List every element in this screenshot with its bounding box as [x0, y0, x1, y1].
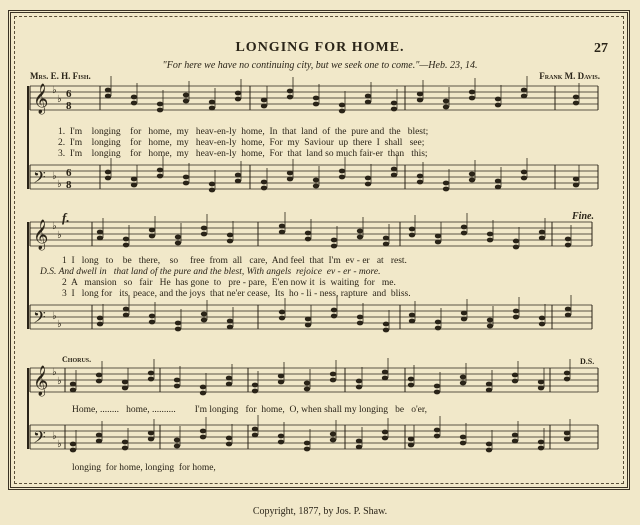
note-head — [417, 98, 423, 103]
note-head — [461, 311, 467, 316]
flat-icon: ♭ — [57, 94, 62, 105]
note-head — [331, 308, 337, 313]
note-head — [305, 323, 311, 328]
note-head — [304, 447, 310, 452]
note-head — [252, 383, 258, 388]
note-head — [434, 428, 440, 433]
note-head — [330, 438, 336, 443]
note-head — [174, 378, 180, 383]
note-head — [261, 104, 267, 109]
flat-icon: ♭ — [52, 367, 57, 378]
note-head — [252, 433, 258, 438]
note-head — [434, 434, 440, 439]
note-head — [175, 327, 181, 332]
note-head — [235, 179, 241, 184]
note-head — [461, 231, 467, 236]
note-head — [339, 169, 345, 174]
note-head — [123, 307, 129, 312]
note-head — [409, 319, 415, 324]
note-head — [157, 168, 163, 173]
note-head — [357, 235, 363, 240]
note-head — [122, 386, 128, 391]
note-head — [279, 310, 285, 315]
note-head — [521, 176, 527, 181]
note-head — [521, 94, 527, 99]
note-head — [391, 101, 397, 106]
note-head — [487, 318, 493, 323]
note-head — [96, 373, 102, 378]
note-head — [512, 373, 518, 378]
note-head — [174, 384, 180, 389]
note-head — [417, 180, 423, 185]
flat-icon: ♭ — [52, 85, 57, 96]
composer-credit: Frank M. Davis. — [539, 71, 600, 81]
note-head — [391, 107, 397, 112]
note-head — [487, 238, 493, 243]
note-head — [356, 385, 362, 390]
note-head — [565, 243, 571, 248]
note-head — [339, 175, 345, 180]
bass-clef-icon: 𝄢 — [33, 167, 46, 191]
note-head — [287, 177, 293, 182]
note-head — [105, 88, 111, 93]
note-head — [287, 89, 293, 94]
note-head — [356, 445, 362, 450]
note-head — [313, 184, 319, 189]
note-head — [356, 379, 362, 384]
fine-marking: Fine. — [572, 211, 594, 222]
note-head — [512, 433, 518, 438]
note-head — [521, 88, 527, 93]
note-head — [97, 316, 103, 321]
note-head — [391, 167, 397, 172]
note-head — [96, 433, 102, 438]
note-head — [435, 320, 441, 325]
note-head — [539, 236, 545, 241]
note-head — [157, 174, 163, 179]
note-head — [174, 438, 180, 443]
verse2-ds-line: D.S. And dwell in that land of the pure and the blest, With angels rejoice ev - er - more. — [40, 267, 381, 277]
note-head — [469, 96, 475, 101]
verse-line-1: 1. I'm longing for home, my heav-en-ly home, In that land of the pure and the blest; — [58, 127, 429, 137]
note-head — [96, 379, 102, 384]
note-head — [539, 322, 545, 327]
note-head — [417, 92, 423, 97]
note-head — [226, 442, 232, 447]
note-head — [97, 236, 103, 241]
note-head — [279, 316, 285, 321]
note-head — [227, 325, 233, 330]
note-head — [148, 371, 154, 376]
note-head — [148, 437, 154, 442]
note-head — [227, 233, 233, 238]
note-head — [365, 100, 371, 105]
note-head — [209, 182, 215, 187]
note-head — [70, 388, 76, 393]
note-head — [227, 239, 233, 244]
note-head — [183, 93, 189, 98]
note-head — [305, 237, 311, 242]
note-head — [304, 387, 310, 392]
note-head — [235, 91, 241, 96]
note-head — [330, 378, 336, 383]
note-head — [209, 100, 215, 105]
note-head — [331, 238, 337, 243]
note-head — [357, 229, 363, 234]
note-head — [149, 320, 155, 325]
note-head — [304, 441, 310, 446]
note-head — [331, 314, 337, 319]
note-head — [460, 441, 466, 446]
note-head — [330, 432, 336, 437]
note-head — [409, 233, 415, 238]
note-head — [565, 307, 571, 312]
note-head — [174, 444, 180, 449]
note-head — [538, 380, 544, 385]
note-head — [157, 102, 163, 107]
note-head — [443, 99, 449, 104]
note-head — [564, 431, 570, 436]
note-head — [305, 231, 311, 236]
note-head — [434, 390, 440, 395]
note-head — [486, 388, 492, 393]
note-head — [365, 182, 371, 187]
note-head — [495, 103, 501, 108]
note-head — [435, 240, 441, 245]
note-head — [383, 242, 389, 247]
note-head — [252, 427, 258, 432]
note-head — [538, 446, 544, 451]
note-head — [461, 317, 467, 322]
treble-clef-icon: 𝄞 — [33, 84, 49, 114]
note-head — [382, 376, 388, 381]
note-head — [382, 436, 388, 441]
note-head — [409, 313, 415, 318]
note-head — [209, 188, 215, 193]
note-head — [122, 380, 128, 385]
note-head — [539, 316, 545, 321]
time-signature-bottom: 8 — [66, 179, 72, 191]
note-head — [105, 94, 111, 99]
chorus-marking: Chorus. — [62, 355, 92, 364]
note-head — [461, 225, 467, 230]
flat-icon: ♭ — [57, 319, 62, 330]
note-head — [123, 313, 129, 318]
note-head — [565, 237, 571, 242]
note-head — [227, 319, 233, 324]
note-head — [287, 95, 293, 100]
page-number: 27 — [594, 41, 608, 56]
note-head — [235, 173, 241, 178]
note-head — [149, 228, 155, 233]
note-head — [417, 174, 423, 179]
note-head — [279, 230, 285, 235]
note-head — [339, 103, 345, 108]
note-head — [149, 314, 155, 319]
verse2-line-2: 2 A mansion so fair He has gone to pre - pare, E'en now it is waiting for me. — [62, 278, 396, 288]
note-head — [131, 101, 137, 106]
note-head — [200, 391, 206, 396]
note-head — [382, 370, 388, 375]
time-signature-top: 6 — [66, 167, 72, 179]
note-head — [148, 377, 154, 382]
note-head — [565, 313, 571, 318]
note-head — [97, 322, 103, 327]
note-head — [201, 232, 207, 237]
time-signature-bottom: 8 — [66, 100, 72, 112]
note-head — [382, 430, 388, 435]
lyricist-credit: Mrs. E. H. Fish. — [30, 71, 91, 81]
time-signature-top: 6 — [66, 88, 72, 100]
note-head — [365, 176, 371, 181]
note-head — [200, 429, 206, 434]
note-head — [97, 230, 103, 235]
note-head — [513, 315, 519, 320]
note-head — [313, 96, 319, 101]
note-head — [408, 383, 414, 388]
flat-icon: ♭ — [57, 179, 62, 190]
note-head — [435, 326, 441, 331]
note-head — [495, 185, 501, 190]
note-head — [200, 435, 206, 440]
note-head — [564, 437, 570, 442]
note-head — [287, 171, 293, 176]
bass-clef-icon: 𝄢 — [33, 307, 46, 331]
note-head — [538, 440, 544, 445]
note-head — [513, 309, 519, 314]
note-head — [200, 385, 206, 390]
note-head — [70, 448, 76, 453]
note-head — [252, 389, 258, 394]
note-head — [486, 382, 492, 387]
note-head — [564, 371, 570, 376]
note-head — [70, 382, 76, 387]
bass-clef-icon: 𝄢 — [33, 427, 46, 451]
note-head — [435, 234, 441, 239]
note-head — [573, 101, 579, 106]
note-head — [512, 439, 518, 444]
treble-clef-icon: 𝄞 — [33, 366, 49, 396]
note-head — [443, 181, 449, 186]
note-head — [278, 380, 284, 385]
note-head — [486, 448, 492, 453]
note-head — [183, 175, 189, 180]
note-head — [105, 176, 111, 181]
chorus-bass-lyrics: longing for home, longing for home, — [72, 463, 216, 473]
treble-clef-icon: 𝄞 — [33, 220, 49, 250]
flat-icon: ♭ — [57, 230, 62, 241]
note-head — [383, 328, 389, 333]
note-head — [495, 179, 501, 184]
note-head — [278, 434, 284, 439]
note-head — [443, 187, 449, 192]
note-head — [148, 431, 154, 436]
note-head — [305, 317, 311, 322]
verse2-line-1: 1 I long to be there, so free from all care, And feel that I'm ev - er at rest. — [62, 256, 407, 266]
note-head — [573, 177, 579, 182]
note-head — [391, 173, 397, 178]
note-head — [226, 382, 232, 387]
note-head — [408, 437, 414, 442]
note-head — [261, 180, 267, 185]
chorus-treble-lyrics: Home, ........ home, .......... I'm longing for home, O, when shall my longing be o'er, — [72, 405, 428, 415]
note-head — [313, 178, 319, 183]
note-head — [538, 386, 544, 391]
note-head — [365, 94, 371, 99]
flat-icon: ♭ — [57, 376, 62, 387]
scripture-epigraph: "For here we have no continuing city, but we seek one to come."—Heb. 23, 14. — [162, 60, 478, 71]
note-head — [408, 443, 414, 448]
note-head — [469, 90, 475, 95]
note-head — [356, 439, 362, 444]
note-head — [460, 435, 466, 440]
note-head — [521, 170, 527, 175]
note-head — [278, 440, 284, 445]
note-head — [96, 439, 102, 444]
note-head — [513, 239, 519, 244]
note-head — [261, 98, 267, 103]
note-head — [357, 321, 363, 326]
note-head — [70, 442, 76, 447]
note-head — [330, 372, 336, 377]
flat-icon: ♭ — [57, 439, 62, 450]
note-head — [175, 321, 181, 326]
note-head — [131, 95, 137, 100]
forte-marking: f. — [62, 210, 70, 225]
note-head — [512, 379, 518, 384]
note-head — [313, 102, 319, 107]
note-head — [460, 375, 466, 380]
note-head — [469, 172, 475, 177]
note-head — [131, 183, 137, 188]
note-head — [105, 170, 111, 175]
flat-icon: ♭ — [52, 221, 57, 232]
note-head — [383, 322, 389, 327]
note-head — [183, 181, 189, 186]
note-head — [123, 237, 129, 242]
flat-icon: ♭ — [52, 431, 57, 442]
note-head — [564, 377, 570, 382]
flat-icon: ♭ — [52, 311, 57, 322]
note-head — [201, 312, 207, 317]
note-head — [149, 234, 155, 239]
verse-line-2: 2. I'm longing for home, my heav-en-ly home, For my Saviour up there I shall see; — [58, 138, 425, 148]
note-head — [175, 235, 181, 240]
verse2-line-3: 3 I long for its peace, and the joys that ne'er cease, Its ho - li - ness, rapture and bliss. — [62, 289, 411, 299]
note-head — [487, 324, 493, 329]
note-head — [122, 440, 128, 445]
ds-marking: D.S. — [580, 357, 595, 366]
note-head — [183, 99, 189, 104]
note-head — [495, 97, 501, 102]
note-head — [573, 95, 579, 100]
note-head — [278, 374, 284, 379]
note-head — [573, 183, 579, 188]
note-head — [443, 105, 449, 110]
note-head — [460, 381, 466, 386]
note-head — [339, 109, 345, 114]
note-head — [331, 244, 337, 249]
note-head — [201, 226, 207, 231]
note-head — [357, 315, 363, 320]
note-head — [279, 224, 285, 229]
hymn-title: LONGING FOR HOME. — [235, 40, 405, 55]
note-head — [123, 243, 129, 248]
note-head — [261, 186, 267, 191]
flat-icon: ♭ — [52, 171, 57, 182]
note-head — [383, 236, 389, 241]
note-head — [226, 376, 232, 381]
note-head — [131, 177, 137, 182]
note-head — [434, 384, 440, 389]
note-head — [235, 97, 241, 102]
note-head — [122, 446, 128, 451]
note-head — [513, 245, 519, 250]
verse-line-3: 3. I'm longing for home, my heav-en-ly home, For that land so much fair-er than this; — [58, 149, 428, 159]
note-head — [409, 227, 415, 232]
copyright-notice: Copyright, 1877, by Jos. P. Shaw. — [252, 506, 388, 517]
note-head — [175, 241, 181, 246]
note-head — [226, 436, 232, 441]
note-head — [487, 232, 493, 237]
note-head — [539, 230, 545, 235]
note-head — [209, 106, 215, 111]
note-head — [304, 381, 310, 386]
note-head — [201, 318, 207, 323]
note-head — [408, 377, 414, 382]
note-head — [486, 442, 492, 447]
note-head — [157, 108, 163, 113]
note-head — [469, 178, 475, 183]
